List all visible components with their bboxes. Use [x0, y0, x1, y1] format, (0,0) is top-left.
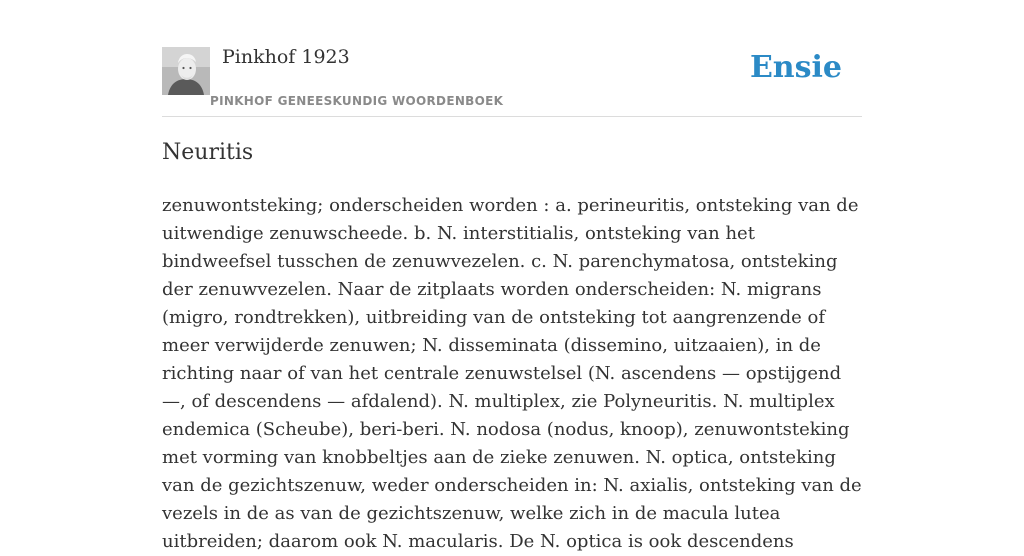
entry-title: Neuritis — [162, 140, 254, 165]
author-avatar[interactable] — [162, 47, 210, 95]
person-portrait-icon — [162, 47, 210, 95]
ensie-logo[interactable]: Ensie — [749, 50, 842, 85]
header — [162, 40, 862, 117]
entry-body: zenuwontsteking; onderscheiden worden : a. perineuritis, ontsteking van de uitwendige zenuwscheede. b. N. interstitialis, ontsteking van het bindweefsel tusschen de zenuwvezelen. c. N. parenchymatosa, ontsteking der zenuwvezelen. Naar de zitplaats worden onderscheiden: N. migrans (migro, rondtrekken), uitbreiding van de ontsteking tot aangrenzende of meer verwijderde zenuwen; N. disseminata (dissemino, uitzaaien), in de richting naar of van het centrale zenuwstelsel (N. ascendens — opstijgend —, of descendens — afdalend). N. multiplex, zie Polyneuritis. N. multiplex endemica (Scheube), beri-beri. N. nodosa (nodus, knoop), zenuwontsteking met vorming van knobbeltjes aan de zieke zenuwen. N. optica, ontsteking van de gezichtszenuw, weder onderscheiden in: N. axialis, ontsteking van de vezels in de as van de gezichtszenuw, welke zich in de macula lutea uitbreiden; daarom ook N. macularis. De N. optica is ook descendens — [162, 195, 862, 552]
author-name[interactable]: Pinkhof 1923 — [222, 46, 350, 68]
source-label[interactable]: PINKHOF GENEESKUNDIG WOORDENBOEK — [210, 94, 504, 108]
